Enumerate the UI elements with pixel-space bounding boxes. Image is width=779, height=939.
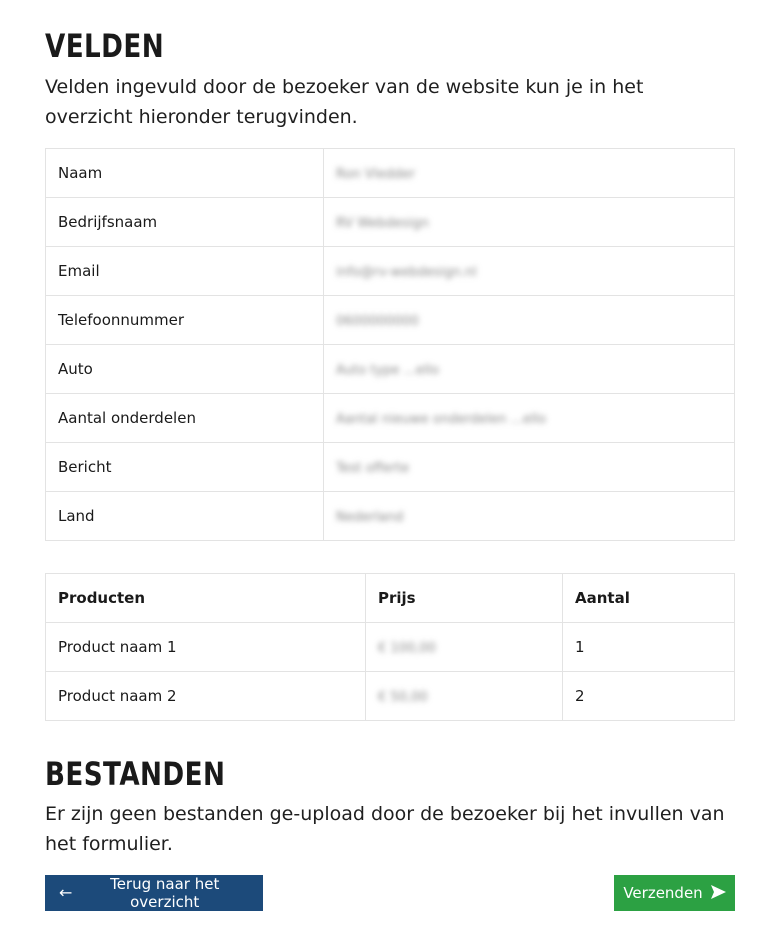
bestanden-text: Er zijn geen bestanden ge-upload door de bezoeker bij het invullen van het formulier.: [45, 803, 725, 855]
field-value: Test offerte: [324, 443, 735, 492]
field-value: Ron Vledder: [324, 149, 735, 198]
field-value: RV Webdesign: [324, 198, 735, 247]
products-table: [45, 573, 735, 721]
table-header-row: [46, 574, 735, 623]
velden-intro: Velden ingevuld door de bezoeker van de website kun je in het overzicht hieronder terugvinden.: [45, 76, 644, 128]
product-quantity: 2: [563, 672, 735, 721]
field-label: Bericht: [46, 443, 324, 492]
table-row: [46, 345, 735, 394]
table-row: [46, 623, 735, 672]
send-button[interactable]: [614, 875, 735, 911]
fields-table: [45, 148, 735, 541]
column-header-products: Producten: [46, 574, 366, 623]
table-row: [46, 198, 735, 247]
field-value: info@rv-webdesign.nl: [324, 247, 735, 296]
field-label: Telefoonnummer: [46, 296, 324, 345]
field-value: Nederland: [324, 492, 735, 541]
field-value: Auto type ...ello: [324, 345, 735, 394]
table-row: [46, 394, 735, 443]
field-label: Email: [46, 247, 324, 296]
field-label: Bedrijfsnaam: [46, 198, 324, 247]
field-label: Auto: [46, 345, 324, 394]
table-row: [46, 443, 735, 492]
table-row: [46, 672, 735, 721]
field-label: Land: [46, 492, 324, 541]
column-header-price: Prijs: [366, 574, 563, 623]
product-name: Product naam 1: [46, 623, 366, 672]
field-value: 0600000000: [324, 296, 735, 345]
back-to-overview-button[interactable]: [45, 875, 263, 911]
velden-heading: VELDEN: [45, 27, 165, 65]
table-row: [46, 247, 735, 296]
product-quantity: 1: [563, 623, 735, 672]
send-button-label: Verzenden: [623, 884, 703, 902]
product-name: Product naam 2: [46, 672, 366, 721]
column-header-quantity: Aantal: [563, 574, 735, 623]
table-row: [46, 149, 735, 198]
field-value: Aantal nieuwe onderdelen ...ello: [324, 394, 735, 443]
paper-plane-icon: [711, 885, 726, 902]
field-label: Naam: [46, 149, 324, 198]
table-row: [46, 296, 735, 345]
arrow-left-icon: ←: [59, 883, 73, 902]
table-row: [46, 492, 735, 541]
bestanden-heading: BESTANDEN: [45, 755, 226, 793]
product-price: € 100,00: [366, 623, 563, 672]
back-button-label: Terug naar het overzicht: [110, 875, 220, 911]
field-label: Aantal onderdelen: [46, 394, 324, 443]
product-price: € 50,00: [366, 672, 563, 721]
